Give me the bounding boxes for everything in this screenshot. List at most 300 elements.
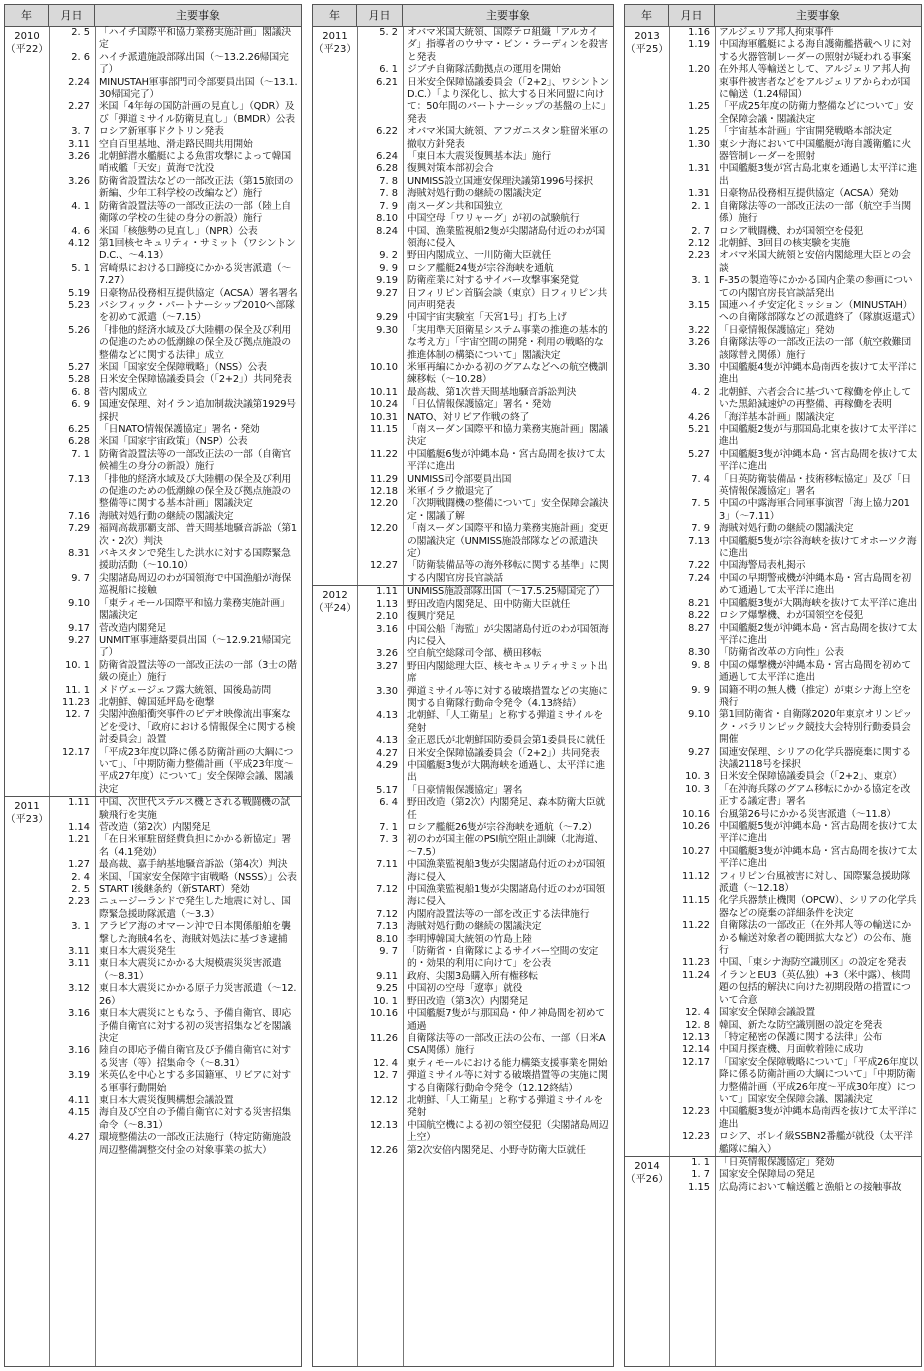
date-cell: 7. 8 (379, 175, 398, 187)
event-cell: 「国家安全保障戦略について」「平成26年度以降に係る防衛計画の大綱について」「中期防衛力整備計画（平成26年度～平成30年度）について」国家安全保障会議、閣議決定 (719, 1056, 918, 1105)
event-cell: 弾道ミサイル等に対する破壊措置などの実施に関する自衛隊行動命令発令（4.13終結） (407, 685, 608, 709)
event-cell: 自衛隊法等の一部改正法の一部（航空救難団該隊替え関係）施行 (719, 337, 911, 361)
date-cell: 7. 9 (691, 523, 710, 535)
table-row (49, 362, 301, 374)
date-cell: 2. 7 (691, 225, 710, 237)
date-cell: 12.17 (61, 746, 90, 758)
table-row (49, 511, 301, 523)
event-cell: 復興庁発足 (407, 611, 455, 623)
table-row (357, 213, 613, 225)
date-cell: 1.14 (68, 822, 90, 833)
table-row (669, 623, 921, 648)
date-cell: 6.21 (376, 76, 398, 88)
date-cell: 8.22 (688, 610, 710, 622)
event-cell: 「防衛省改革の方向性」公表 (719, 647, 844, 659)
date-cell: 8.30 (688, 647, 710, 659)
table-row (49, 1107, 301, 1132)
event-cell: 東シナ海において中国艦艇が海自護衛艦に火器管制レーダーを照射 (719, 138, 911, 163)
table-row (357, 785, 613, 797)
table-row (669, 573, 921, 598)
event-cell: 日フィリピン首脳会談（東京）日フィリピン共同声明発表 (407, 287, 607, 311)
event-cell: 中国漁業監視船3隻が尖閣諸島付近のわが国領海に侵入 (407, 859, 605, 883)
table-row (49, 52, 301, 77)
year-group (625, 1157, 921, 1194)
table-row (49, 958, 301, 983)
table-row (357, 648, 613, 660)
table-row (669, 275, 921, 300)
date-cell: 4.27 (376, 747, 398, 759)
table-row (669, 784, 921, 809)
event-cell: 国連安保理、シリアの化学兵器廃棄に関する決議2118号を採択 (719, 746, 911, 770)
event-cell: 李明博韓国大統領の竹島上陸 (407, 933, 532, 945)
event-cell: 中国海警局表札掲示 (719, 560, 806, 572)
table-row (49, 424, 301, 436)
date-cell: 2.10 (376, 611, 398, 623)
table-row (357, 710, 613, 735)
table-row (49, 77, 301, 102)
event-cell: 「日英情報保護協定」発効 (719, 1156, 835, 1168)
event-cell: START I後継条約（新START）発効 (99, 884, 250, 896)
table-row (49, 623, 301, 635)
event-cell: 国家安全保障局の発足 (719, 1169, 815, 1181)
event-cell: 「ハイチ国際平和協力業務実施計画」閣議決定 (99, 27, 291, 51)
table-row (357, 946, 613, 971)
event-cell: 第2次安倍内閣発足、小野寺防衛大臣就任 (407, 1144, 586, 1156)
event-cell: 日米安全保障協議委員会（「2+2」）共同発表 (407, 747, 600, 759)
table-row (669, 1182, 921, 1194)
table-row (357, 859, 613, 884)
event-cell: 米英仏を中心とする多国籍軍、リビアに対する軍事行動開始 (99, 1070, 291, 1094)
table-row (357, 163, 613, 175)
table-row (49, 27, 301, 52)
header-date: 月日 (669, 5, 715, 26)
table-row (669, 1169, 921, 1181)
date-cell: 6.24 (376, 151, 398, 163)
event-cell: イランとEU3（英仏独）+3（米中露）、核問題の包括的解決に向けた初期段階の措置について合意 (719, 969, 911, 1006)
date-cell: 9.10 (68, 597, 90, 609)
date-cell: 12. 7 (373, 1070, 398, 1082)
event-cell: 「東日本大震災復興基本法」施行 (407, 151, 551, 163)
date-cell: 10.31 (369, 411, 398, 423)
table-row (357, 1058, 613, 1070)
table-row (357, 523, 613, 560)
date-cell: 10. 1 (65, 659, 90, 671)
date-cell: 5.26 (68, 324, 90, 336)
table-header (5, 5, 301, 27)
event-cell: 「防衛省・自衛隊によるサイバー空間の安定的・効果的利用に向けて」を公表 (407, 946, 599, 970)
table-row (357, 399, 613, 411)
event-cell: 中国宇宙実験室「天宮1号」打ち上げ (407, 312, 567, 324)
event-cell: 米国「国家安全保障戦略」（NSS）公表 (99, 361, 267, 373)
event-cell: UNMISS司令部要員出国 (407, 473, 512, 485)
date-cell: 1.20 (688, 64, 710, 76)
table-row (669, 747, 921, 772)
table-row (49, 983, 301, 1008)
event-cell: 自衛隊法等の一部改正法の一部（航空手当関係）施行 (719, 200, 911, 225)
date-cell: 6.28 (376, 163, 398, 175)
event-cell: 空自航空総隊司令部、横田移転 (407, 648, 542, 660)
date-cell: 2. 1 (691, 200, 710, 212)
date-cell: 7.16 (68, 510, 90, 522)
event-cell: 「次期戦闘機の整備について」安全保障会議決定・閣議了解 (407, 498, 609, 522)
table-row (357, 263, 613, 275)
event-cell: 北朝鮮潜水艦艇による魚雷攻撃によって韓国哨戒艦「天安」黄海で沈没 (99, 151, 291, 175)
date-cell: 3.11 (68, 138, 90, 150)
event-cell: 中国初の空母「遼寧」就役 (407, 983, 523, 995)
event-cell: 野田改造内閣発足、田中防衛大臣就任 (407, 598, 571, 610)
date-cell: 12.27 (369, 560, 398, 572)
date-cell: 12.18 (369, 486, 398, 498)
table-row (49, 709, 301, 746)
column-3 (624, 4, 922, 1367)
event-cell: 「海洋基本計画」閣議決定 (719, 411, 835, 423)
date-cell: 1.11 (376, 586, 398, 598)
date-cell: 11.26 (369, 1032, 398, 1044)
table-row (357, 686, 613, 711)
event-cell: 菅改造（第2次）内閣発足 (99, 822, 211, 833)
table-row (669, 424, 921, 449)
date-cell: 9.30 (376, 324, 398, 336)
date-cell: 8.10 (376, 933, 398, 945)
date-cell: 11. 1 (65, 684, 90, 696)
date-cell: 8.21 (688, 597, 710, 609)
date-cell: 8.10 (376, 213, 398, 225)
year-group (5, 27, 301, 797)
date-cell: 11.23 (681, 957, 710, 969)
event-cell: 国連ハイチ安定化ミッション（MINUSTAH）への自衛隊部隊などの派遣終了（隊旗返還式） (719, 299, 921, 324)
event-cell: 「特定秘密の保護に関する法律」公布 (719, 1031, 883, 1043)
event-cell: 菅内閣成立 (99, 386, 147, 398)
date-cell: 4.13 (376, 710, 398, 722)
table-row (669, 660, 921, 685)
header-date: 月日 (357, 5, 403, 26)
date-cell: 9.17 (68, 622, 90, 634)
table-row (49, 399, 301, 424)
date-cell: 9. 8 (691, 659, 710, 671)
event-cell: 北朝鮮、六者会合に基づいて稼働を停止していた黒鉛減速炉の再整備、再稼働を表明 (719, 386, 911, 411)
table-row (357, 498, 613, 523)
date-cell: 3.15 (688, 299, 710, 311)
date-cell: 9.10 (688, 709, 710, 721)
date-cell: 1.13 (376, 598, 398, 610)
table-row (357, 834, 613, 859)
date-cell: 6. 9 (71, 399, 90, 411)
date-cell: 1.25 (688, 126, 710, 138)
event-cell: 中国艦艇3隻が沖縄本島・宮古島間を抜けて太平洋に進出 (719, 448, 917, 473)
table-row (49, 884, 301, 896)
event-cell: 東日本大震災にともなう、予備自衛官、即応予備自衛官に対する初の災害招集などを閣議決定 (99, 1008, 291, 1044)
date-cell: 7.13 (376, 921, 398, 933)
table-header (313, 5, 613, 27)
table-row (357, 624, 613, 649)
date-cell: 6.25 (68, 424, 90, 435)
header-event: 主要事象 (796, 9, 840, 22)
event-cell: UNMIT軍事連絡要員出国（～12.9.21帰国完了） (99, 634, 291, 659)
table-row (669, 846, 921, 871)
event-cell: ジブチ自衛隊活動拠点の運用を開始 (407, 64, 561, 76)
table-row (357, 27, 613, 64)
table-row (669, 871, 921, 896)
event-cell: 海賊対処行動の継続の閣議決定 (99, 510, 234, 522)
date-cell: 7.13 (688, 535, 710, 547)
event-cell: 中国艦艇6隻が沖縄本島・宮古島間を抜けて太平洋に進出 (407, 448, 605, 473)
table-row (669, 1007, 921, 1019)
table-row (49, 523, 301, 548)
table-row (669, 647, 921, 659)
date-cell: 10.10 (369, 361, 398, 373)
event-cell: オバマ米国大統領と安倍内閣総理大臣との会談 (719, 250, 911, 274)
table-row (357, 387, 613, 399)
event-cell: 防衛省設置法などの一部改正法（第15旅団の新編、少年工科学校の改編など）施行 (99, 175, 294, 200)
table-row (357, 921, 613, 933)
table-row (669, 238, 921, 250)
table-row (669, 201, 921, 226)
event-cell: 米国「4年毎の国防計画の見直し」（QDR）及び「弾道ミサイル防衛見直し」（BMDR）公表 (99, 101, 295, 125)
event-cell: 米国「国家宇宙政策」（NSP）公表 (99, 436, 248, 448)
event-cell: 初のわが国主催のPSI航空阻止訓練（北海道、～7.5） (407, 834, 604, 858)
table-row (669, 970, 921, 1007)
event-cell: 金正恩氏が北朝鮮国防委員会第1委員長に就任 (407, 735, 605, 747)
event-cell: 中国漁業監視船1隻が尖閣諸島付近のわが国領海に侵入 (407, 884, 605, 908)
event-cell: 中国艦艇3隻が宮古島北東を通過し太平洋に進出 (719, 163, 917, 187)
event-cell: 「東ティモール国際平和協力業務実施計画」閣議決定 (99, 597, 290, 622)
date-cell: 5. 2 (379, 27, 398, 38)
date-cell: 3.19 (68, 1070, 90, 1082)
column-1 (4, 4, 302, 1367)
date-cell: 12.23 (681, 1106, 710, 1118)
date-cell: 2.24 (68, 76, 90, 88)
header-year: 年 (5, 5, 49, 26)
table-row (669, 1044, 921, 1056)
table-row (49, 374, 301, 386)
date-cell: 12.20 (369, 523, 398, 535)
header-year: 年 (625, 5, 669, 26)
date-cell: 8.24 (376, 225, 398, 237)
event-cell: 中国航空機による初の領空侵犯（尖閣諸島周辺上空） (407, 1119, 609, 1144)
event-cell: 「防衛装備品等の海外移転に関する基準」に関する内閣官房長官談話 (407, 560, 609, 584)
table-row (357, 1033, 613, 1058)
year-group (313, 586, 613, 1157)
date-cell: 3.16 (68, 1045, 90, 1057)
event-cell: 防衛省設置法等の一部改正法の一部（陸上自衛隊の学校の生徒の身分の新設）施行 (99, 200, 291, 225)
event-cell: 「実用準天頂衛星システム事業の推進の基本的な考え方」「宇宙空間の開発・利用の戦略的な推進体制の構築について」閣議決定 (407, 324, 608, 361)
event-cell: ニュージーランドで発生した地震に対し、国際緊急援助隊派遣（～3.3） (99, 896, 291, 920)
event-cell: ロシア、ボレイ級SSBN2番艦が就役（太平洋艦隊に編入） (719, 1131, 913, 1155)
event-cell: アルジェリア邦人拘束事件 (719, 27, 834, 38)
date-cell: 3.12 (68, 983, 90, 995)
table-row (357, 1008, 613, 1033)
event-cell: 「日豪情報保護協定」発効 (719, 324, 835, 336)
table-row (357, 909, 613, 921)
date-cell: 6.28 (68, 436, 90, 448)
date-cell: 10.16 (681, 808, 710, 820)
table-row (49, 1008, 301, 1045)
year-group (625, 27, 921, 1157)
table-row (49, 834, 301, 859)
event-cell: 「日仏情報保護協定」署名・発効 (407, 399, 551, 411)
table-row (49, 921, 301, 946)
year-cell: 2014 （平26） (625, 1160, 669, 1185)
event-cell: 中国艦艇2隻が与那国島北東を抜けて太平洋に進出 (719, 424, 917, 448)
table-row (357, 151, 613, 163)
event-cell: 政府、尖閣3島購入所有権移転 (407, 970, 538, 982)
date-cell: 10. 1 (373, 995, 398, 1007)
date-cell: 9.25 (376, 983, 398, 995)
table-row (669, 1020, 921, 1032)
table-row (669, 101, 921, 126)
date-cell: 3.26 (68, 151, 90, 163)
table-row (357, 996, 613, 1008)
year-cell: 2011 （平23） (5, 801, 49, 826)
event-cell: オバマ米国大統領、アフガニスタン駐留米軍の撤収方針発表 (407, 126, 609, 150)
event-cell: 宮崎県における口蹄疫にかかる災害派遣（～7.27） (99, 262, 291, 287)
event-cell: 「排他的経済水域及び大陸棚の保全及び利用の促進のための低潮線の保全及び拠点施設の整備等に関する基本計画」閣議決定 (99, 473, 291, 510)
date-cell: 1. 1 (691, 1156, 710, 1168)
event-cell: 南スーダン共和国独立 (407, 200, 503, 212)
event-cell: 日米安全保障協議委員会（「2+2」）共同発表 (99, 374, 292, 386)
date-cell: 1.30 (688, 138, 710, 150)
table-row (357, 412, 613, 424)
date-cell: 9.27 (68, 634, 90, 646)
event-cell: 「平成25年度の防衛力整備などについて」安全保障会議・閣議決定 (719, 101, 914, 125)
table-row (357, 486, 613, 498)
event-cell: 日米安全保障協議委員会（「2+2」、ワシントンD.C.）「より深化し、拡大する日米同盟に向けて：50年間のパートナーシップの基盤の上に」発表 (407, 76, 611, 125)
table-row (669, 64, 921, 101)
table-row (49, 685, 301, 697)
table-row (49, 1132, 301, 1157)
date-cell: 5.21 (688, 424, 710, 435)
table-row (669, 1057, 921, 1107)
date-cell: 3. 7 (71, 126, 90, 138)
event-cell: アラビア海のオマーン沖で日本関係船舶を襲撃した海賊4名を、海賊対処法に基づき逮捕 (99, 921, 291, 945)
event-cell: 台風第26号にかかる災害派遣（～11.8） (719, 808, 897, 820)
event-cell: 「日NATO情報保護協定」署名・発効 (99, 424, 260, 435)
table-row (669, 957, 921, 969)
event-cell: ロシア戦闘機、わが国領空を侵犯 (719, 225, 863, 237)
event-cell: 「南スーダン国際平和協力業務実施計画」閣議決定 (407, 424, 609, 448)
table-row (357, 822, 613, 834)
header-event: 主要事象 (486, 9, 530, 22)
table-row (357, 201, 613, 213)
table-row (357, 560, 613, 585)
table-row (669, 523, 921, 535)
date-cell: 12.13 (681, 1031, 710, 1043)
date-cell: 11.12 (681, 870, 710, 882)
date-cell: 7. 3 (379, 834, 398, 846)
date-cell: 11.22 (681, 920, 710, 932)
event-cell: 中国、「東シナ海防空識別区」の設定を発表 (719, 957, 907, 969)
date-cell: 3. 1 (71, 921, 90, 933)
date-cell: 11.29 (369, 473, 398, 485)
event-cell: ロシア新軍事ドクトリン発表 (99, 126, 224, 138)
table-row (669, 27, 921, 39)
date-cell: 2.23 (688, 250, 710, 262)
event-cell: 海賊対処行動の継続の閣議決定 (719, 523, 854, 535)
table-row (49, 263, 301, 288)
event-cell: フィリピン台風被害に対し、国際緊急援助隊派遣（～12.18） (719, 870, 911, 895)
date-cell: 9. 2 (379, 250, 398, 262)
table-row (357, 1145, 613, 1157)
date-cell: 7.12 (376, 908, 398, 920)
table-row (49, 126, 301, 138)
year-cell: 2011 （平23） (313, 31, 357, 55)
event-cell: 米軍イラク撤退完了 (407, 486, 494, 498)
event-cell: 海自及び空自の予備自衛官に対する災害招集命令（～8.31） (99, 1107, 291, 1131)
table-row (357, 1070, 613, 1095)
event-cell: パキスタンで発生した洪水に対する国際緊急援助活動（～10.10） (99, 548, 291, 572)
date-cell: 7.11 (376, 859, 398, 871)
table-row (357, 983, 613, 995)
table-row (49, 238, 301, 263)
date-cell: 2. 4 (71, 871, 90, 883)
date-cell: 3.11 (68, 946, 90, 958)
table-row (669, 300, 921, 325)
event-cell: 中国艦艇7隻が与那国島・仲ノ神島間を初めて通過 (407, 1008, 605, 1032)
event-cell: 尖閣諸島周辺のわが国領海で中国漁船が海保巡視船に接触 (99, 572, 291, 597)
table-row (669, 1157, 921, 1169)
event-cell: 中国海軍艦艇による海自護衛艦搭載ヘリに対する火器管制レーダーの照射が疑われる事案 (719, 39, 911, 63)
date-cell: 4.13 (376, 735, 398, 747)
date-cell: 9. 7 (379, 946, 398, 958)
event-cell: 野田改造（第2次）内閣発足、森本防衛大臣就任 (407, 797, 605, 821)
date-cell: 11.15 (369, 424, 398, 435)
date-cell: 11.15 (681, 895, 710, 907)
date-cell: 11.22 (369, 448, 398, 460)
event-cell: 東日本大震災にかかる原子力災害派遣（～12.26） (99, 983, 297, 1007)
event-cell: 中国公船「海監」が尖閣諸島付近のわが国領海内に侵入 (407, 623, 609, 647)
date-cell: 9. 9 (379, 262, 398, 274)
date-cell: 3.26 (688, 337, 710, 349)
date-cell: 6.22 (376, 126, 398, 138)
table-row (357, 1095, 613, 1120)
table-row (669, 362, 921, 387)
table-header (625, 5, 921, 27)
date-cell: 11.24 (681, 969, 710, 981)
event-cell: 「日英防衛装備品・技術移転協定」及び「日英情報保護協定」署名 (719, 473, 911, 498)
table-row (669, 126, 921, 138)
date-cell: 9.29 (376, 312, 398, 324)
table-row (357, 362, 613, 387)
table-row (357, 586, 613, 598)
date-cell: 7.12 (376, 884, 398, 896)
event-cell: 北朝鮮、3回目の核実験を実施 (719, 237, 850, 249)
table-row (357, 275, 613, 287)
event-cell: 中国艦艇3隻が沖縄本島・宮古島間を抜けて太平洋に進出 (719, 845, 917, 870)
table-row (49, 946, 301, 958)
table-row (357, 748, 613, 760)
event-cell: 北朝鮮、「人工衛星」と称する弾道ミサイルを発射 (407, 1094, 603, 1119)
event-cell: 「日豪情報保護協定」署名 (407, 784, 523, 796)
table-row (49, 101, 301, 126)
event-cell: 中国艦艇5隻が沖縄本島・宮古島間を抜けて太平洋に進出 (719, 821, 917, 845)
event-cell: 内閣府設置法等の一部を改正する法律施行 (407, 908, 590, 920)
table-body (625, 27, 921, 1366)
event-cell: 日豪物品役務相互提供協定（ACSA）署名署名 (99, 287, 298, 299)
table-row (49, 201, 301, 226)
table-row (49, 747, 301, 797)
date-cell: 4.15 (68, 1107, 90, 1119)
date-cell: 6. 1 (379, 64, 398, 76)
date-cell: 3. 1 (691, 275, 710, 287)
table-row (669, 895, 921, 920)
table-row (357, 971, 613, 983)
date-cell: 10. 3 (685, 771, 710, 783)
date-cell: 6. 8 (71, 386, 90, 398)
date-cell: 2. 5 (71, 884, 90, 896)
date-cell: 10.24 (369, 399, 398, 411)
table-row (49, 598, 301, 623)
event-cell: 陸自の即応予備自衛官及び予備自衛官に対する災害（等）招集命令（～8.31） (99, 1045, 291, 1069)
